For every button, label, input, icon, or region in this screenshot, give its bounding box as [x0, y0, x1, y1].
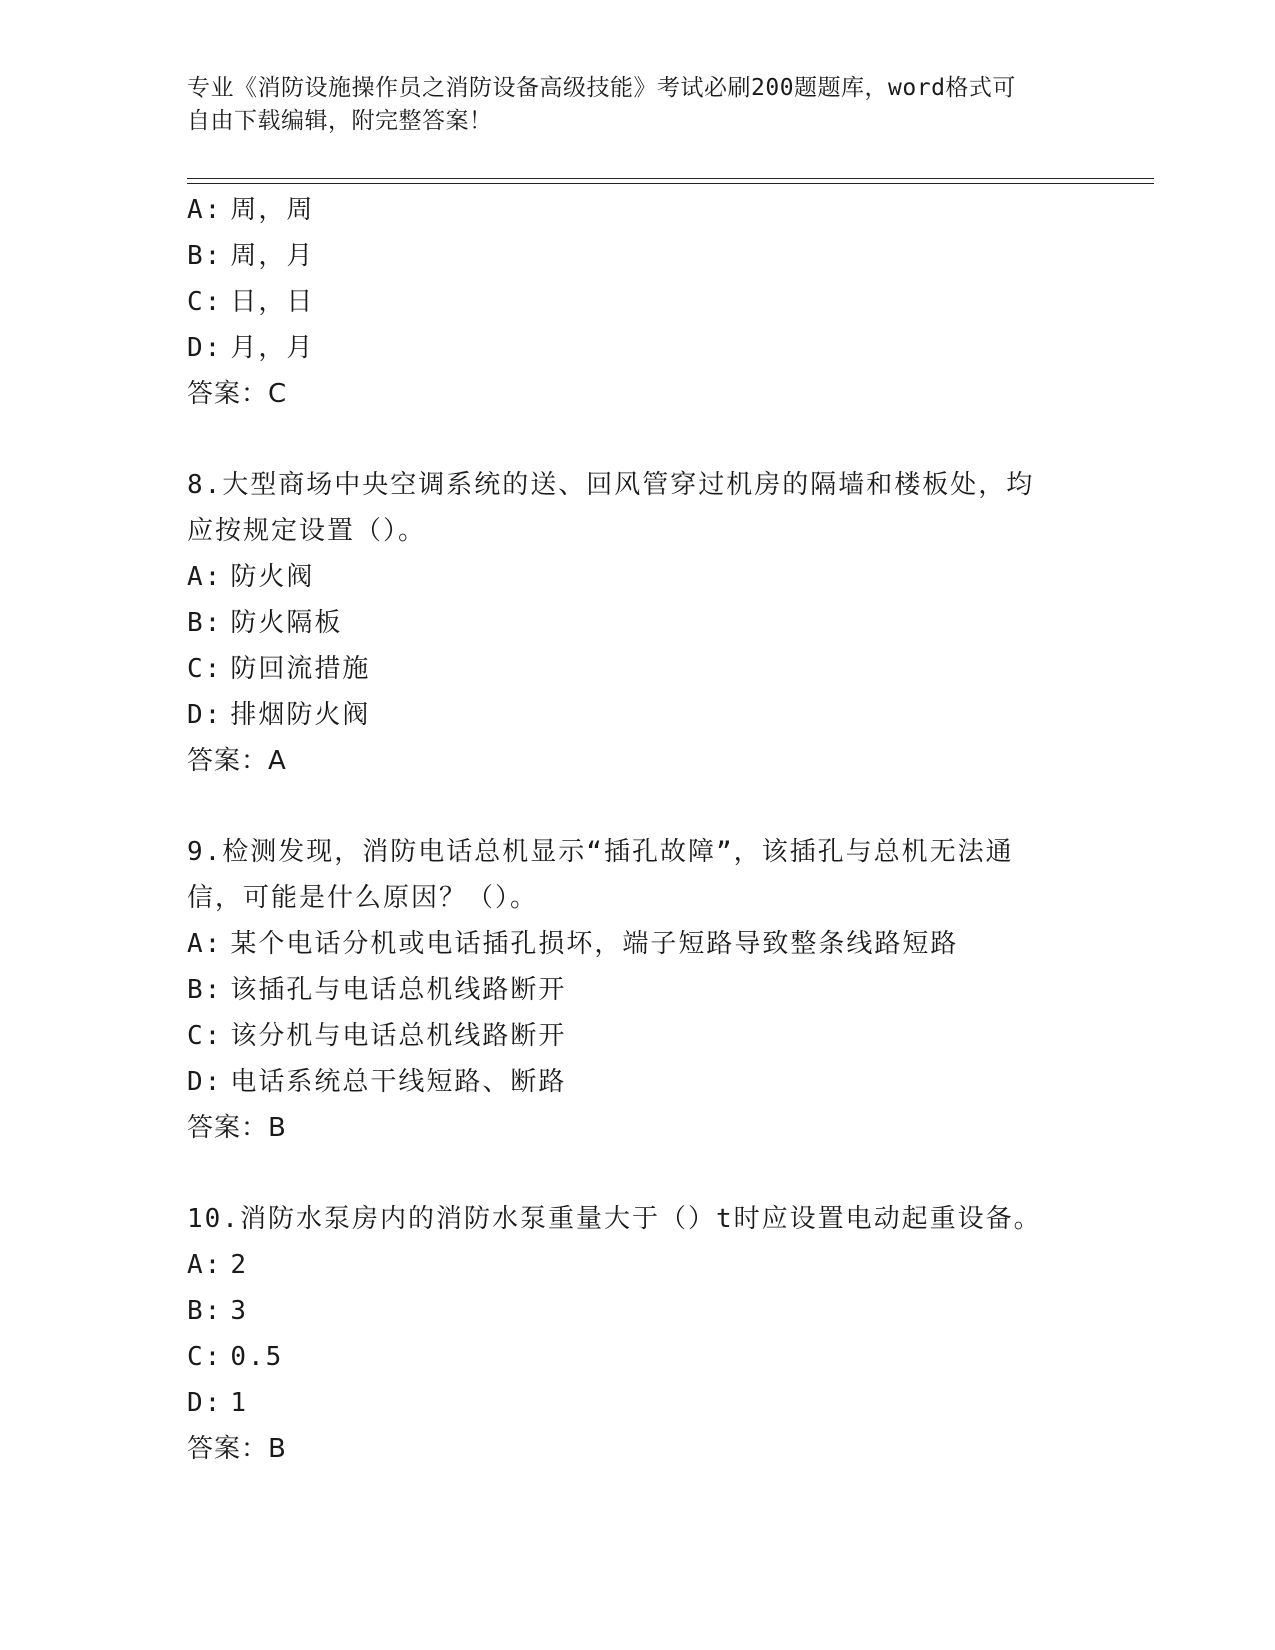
option-text: 防火阀 — [230, 562, 315, 592]
option-letter: C: — [187, 287, 223, 317]
option-letter: C: — [187, 654, 223, 684]
option-letter: B: — [187, 975, 223, 1005]
answer-line: 答案：A — [187, 746, 287, 776]
question-block-8 — [187, 462, 1087, 784]
option-c — [187, 279, 1087, 325]
option-letter: B: — [187, 608, 223, 638]
question-text-line-2: 应按规定设置（）。 — [187, 516, 427, 546]
option-text: 电话系统总干线短路、断路 — [230, 1067, 567, 1097]
spacer — [187, 1151, 1087, 1196]
option-text: 1 — [230, 1388, 248, 1418]
option-letter: C: — [187, 1021, 223, 1051]
option-text: 周，周 — [230, 195, 315, 225]
option-letter: A: — [187, 1250, 223, 1280]
option-c — [187, 1013, 1087, 1059]
option-b — [187, 1288, 1087, 1334]
option-letter: C: — [187, 1342, 223, 1372]
question-block-prev — [187, 187, 1087, 417]
spacer — [187, 417, 1087, 462]
option-d — [187, 1059, 1087, 1105]
question-block-9 — [187, 829, 1087, 1151]
answer-line: 答案：C — [187, 379, 288, 409]
question-text-line-1: 10.消防水泵房内的消防水泵重量大于（）t时应设置电动起重设备。 — [187, 1204, 1042, 1234]
header-divider-bottom — [187, 183, 1154, 184]
header-line-2: 自由下载编辑，附完整答案！ — [187, 108, 493, 134]
header-line-1: 专业《消防设施操作员之消防设备高级技能》考试必刷200题题库，word格式可 — [187, 75, 1016, 101]
option-text: 3 — [230, 1296, 248, 1326]
option-a — [187, 554, 1087, 600]
option-c — [187, 1334, 1087, 1380]
option-a — [187, 921, 1087, 967]
option-b — [187, 600, 1087, 646]
answer-line: 答案：B — [187, 1113, 287, 1143]
option-letter: D: — [187, 700, 223, 730]
option-text: 防火隔板 — [230, 608, 343, 638]
document-header — [187, 72, 1067, 138]
option-text: 月，月 — [230, 333, 315, 363]
option-letter: D: — [187, 333, 223, 363]
option-text: 该分机与电话总机线路断开 — [230, 1021, 567, 1051]
option-text: 该插孔与电话总机线路断开 — [230, 975, 567, 1005]
option-letter: A: — [187, 929, 223, 959]
option-text: 排烟防火阀 — [230, 700, 371, 730]
option-letter: B: — [187, 241, 223, 271]
option-letter: D: — [187, 1388, 223, 1418]
answer-line: 答案：B — [187, 1434, 287, 1464]
option-letter: B: — [187, 1296, 223, 1326]
option-text: 周，月 — [230, 241, 315, 271]
option-c — [187, 646, 1087, 692]
option-text: 日，日 — [230, 287, 315, 317]
question-list — [187, 187, 1087, 1472]
option-text: 0.5 — [230, 1342, 284, 1372]
question-text-line-1: 9.检测发现，消防电话总机显示“插孔故障”，该插孔与总机无法通 — [187, 837, 1014, 867]
option-letter: A: — [187, 195, 223, 225]
option-d — [187, 1380, 1087, 1426]
option-b — [187, 233, 1087, 279]
option-d — [187, 325, 1087, 371]
option-a — [187, 1242, 1087, 1288]
question-block-10 — [187, 1196, 1087, 1472]
question-text-line-2: 信，可能是什么原因？（）。 — [187, 883, 539, 913]
option-text: 防回流措施 — [230, 654, 371, 684]
option-text: 2 — [230, 1250, 248, 1280]
spacer — [187, 784, 1087, 829]
option-letter: A: — [187, 562, 223, 592]
option-b — [187, 967, 1087, 1013]
option-d — [187, 692, 1087, 738]
header-divider-top — [187, 178, 1154, 179]
question-text-line-1: 8.大型商场中央空调系统的送、回风管穿过机房的隔墙和楼板处，均 — [187, 470, 1035, 500]
option-letter: D: — [187, 1067, 223, 1097]
option-text: 某个电话分机或电话插孔损坏，端子短路导致整条线路短路 — [230, 929, 959, 959]
option-a — [187, 187, 1087, 233]
